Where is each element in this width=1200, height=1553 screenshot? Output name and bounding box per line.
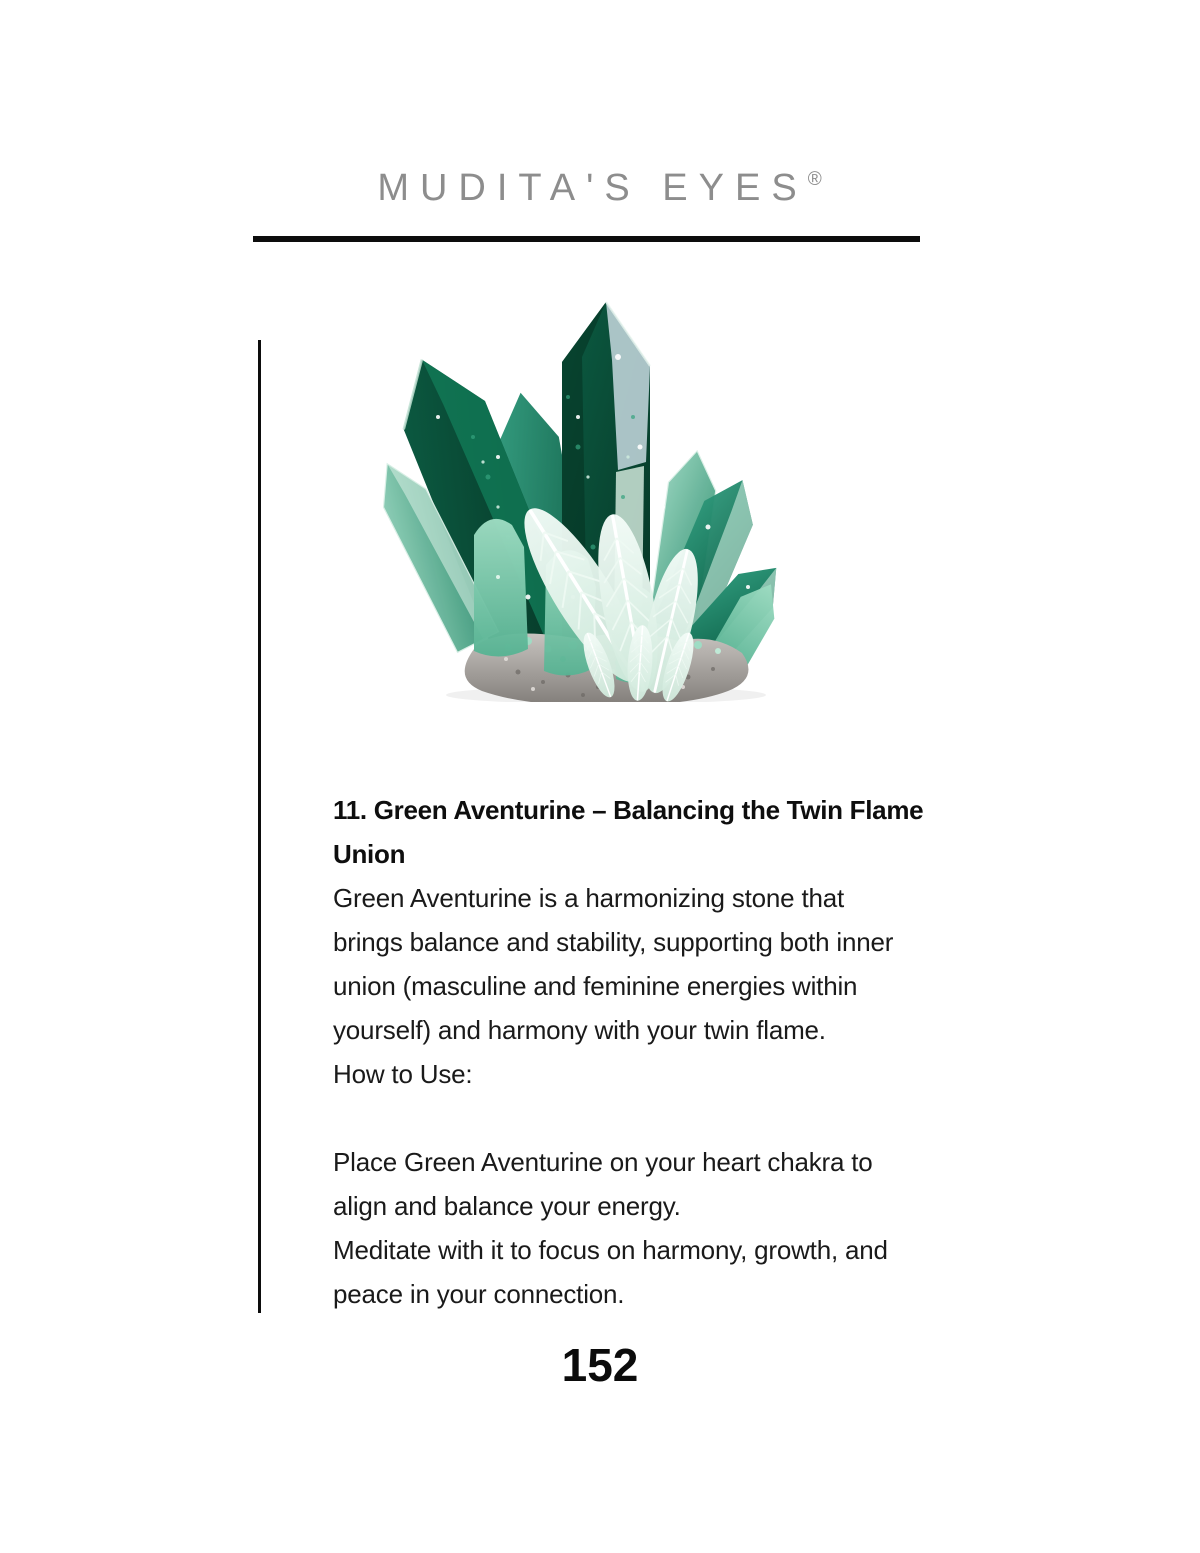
- text-line: yourself) and harmony with your twin flame.: [333, 1015, 826, 1045]
- crystal-svg: [378, 297, 788, 702]
- text-line: [333, 1096, 933, 1140]
- text-line: How to Use:: [333, 1059, 473, 1089]
- text-line: peace in your connection.: [333, 1279, 625, 1309]
- header-divider: [253, 236, 920, 242]
- text-line: brings balance and stability, supporting both inner: [333, 927, 894, 957]
- article-text: [333, 788, 933, 1316]
- text-line: Union: [333, 839, 406, 869]
- text-line: Meditate with it to focus on harmony, growth, and: [333, 1235, 888, 1265]
- registered-mark: ®: [807, 169, 823, 190]
- brand-title: [0, 167, 1200, 210]
- brand-text: MUDITA'S EYES: [377, 167, 808, 209]
- text-line: Green Aventurine is a harmonizing stone that: [333, 883, 845, 913]
- section-body: [333, 876, 933, 1316]
- page-number: 152: [561, 1339, 639, 1391]
- text-line: 11. Green Aventurine – Balancing the Twin Flame: [333, 795, 924, 825]
- left-accent-line: [258, 340, 261, 1313]
- section-heading: [333, 788, 933, 876]
- text-line: align and balance your energy.: [333, 1191, 681, 1221]
- text-line: union (masculine and feminine energies within: [333, 971, 858, 1001]
- crystal-illustration: [378, 297, 788, 702]
- text-line: Place Green Aventurine on your heart chakra to: [333, 1147, 873, 1177]
